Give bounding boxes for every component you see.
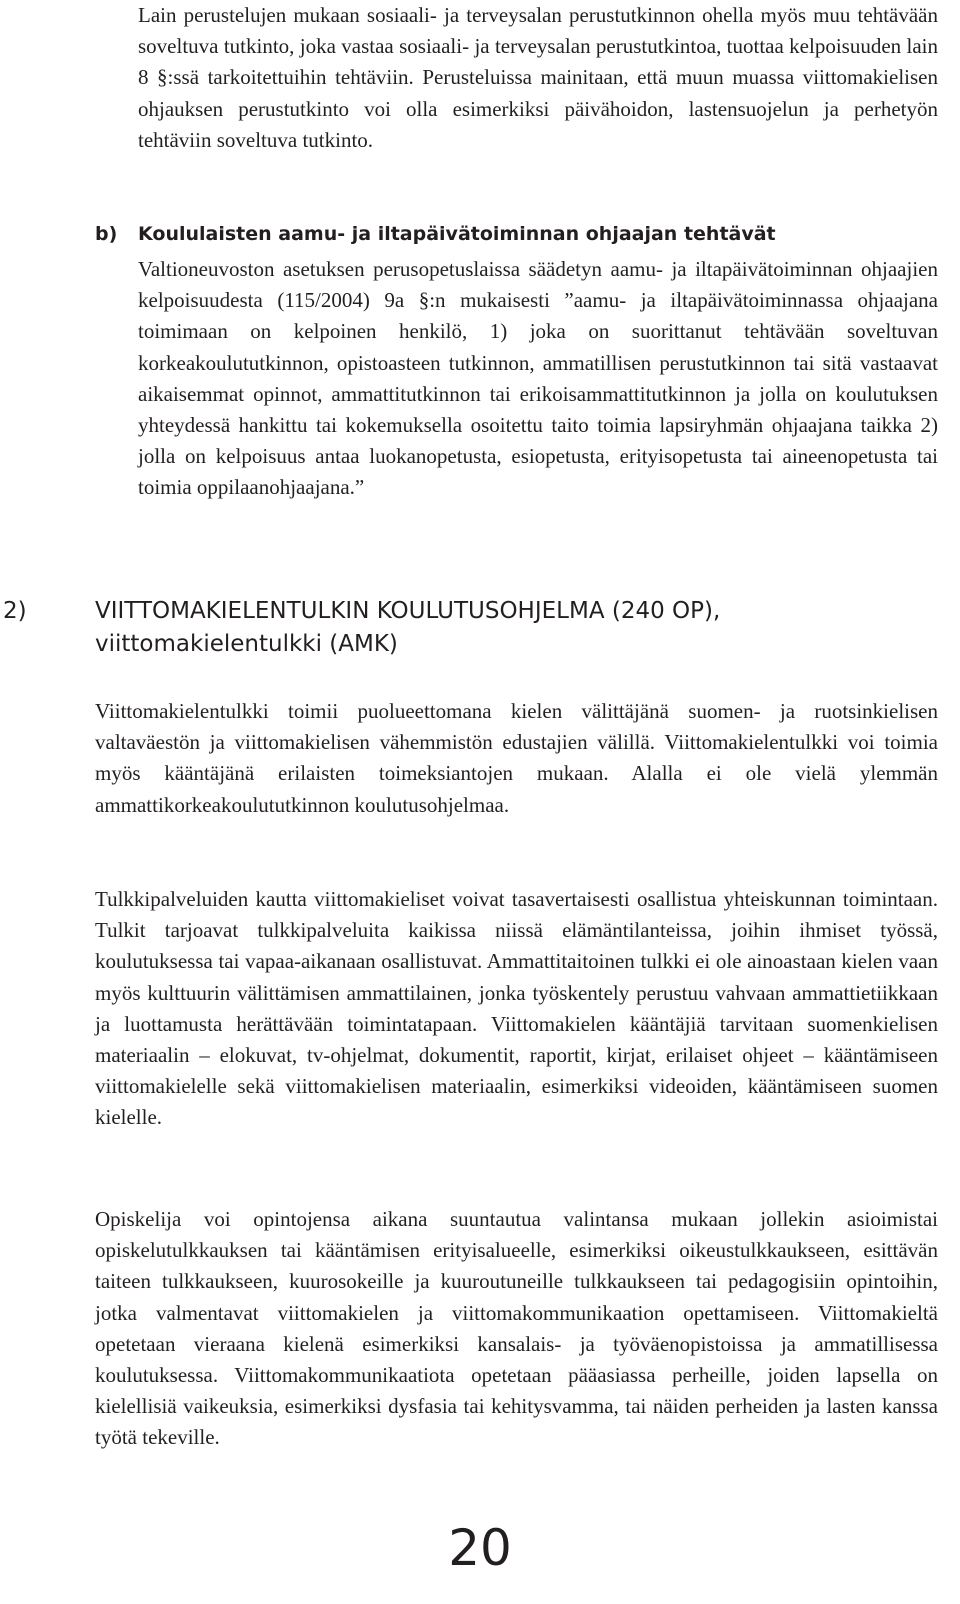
subsection-b-label: b) — [95, 223, 118, 245]
section-2-paragraph-2: Tulkkipalveluiden kautta viittomakieliset voivat tasavertaisesti osallistua yhteiskunnan toimintaan. Tulkit tarjoavat tulkkipalveluita kaikissa niissä elämäntilanteissa, joihin ihmiset työssä, koulutuksessa tai vapaa-aikanaan osallistuvat. Ammattitaitoinen tulkki ei ole ainoastaan kielen vaan myös kulttuurin välittämisen ammattilainen, jonka työskentely perustuu vahvaan ammattietiikkaan ja luottamusta herättävään toimintatapaan. Viittomakielen kääntäjiä tarvitaan suomenkielisen materiaalin – elokuvat, tv-ohjelmat, dokumentit, raportit, kirjat, erilaiset ohjeet – kääntämiseen viittomakielelle sekä viittomakielisen materiaalin, esimerkiksi videoiden, kääntämiseen suomen kielelle. — [95, 887, 938, 1130]
section-2-number: 2) — [3, 598, 27, 624]
section-2-paragraph-1: Viittomakielentulkki toimii puolueettomana kielen välittäjänä suomen- ja ruotsinkielisen valtaväestön ja viittomakielisen vähemmistön edustajien välillä. Viittomakielentulkki voi toimia myös kääntäjänä erilaisten toimeksiantojen mukaan. Alalla ei ole vielä ylemmän ammattikorkeakoulututkinnon koulutusohjelmaa. — [95, 699, 938, 817]
section-2-paragraph-3: Opiskelija voi opintojensa aikana suuntautua valintansa mukaan jollekin asioimistai opiskelutulkkauksen tai kääntämisen erityisalueelle, esimerkiksi oikeustulkkaukseen, esittävän taiteen tulkkaukseen, kuurosokeille ja kuuroutuneille tulkkaukseen tai pedagogisiin opintoihin, jotka valmentavat viittomakielen ja viittomakommunikaation opettamiseen. Viittomakieltä opetetaan vieraana kielenä esimerkiksi kansalais- ja työväenopistoissa ja ammatillisessa koulutuksessa. Viittomakommunikaatiota opetetaan pääasiassa perheille, joiden lapsella on kielellisiä vaikeuksia, esimerkiksi dysfasia tai kehitysvamma, tai näiden perheiden ja lasten kanssa työtä tekeville. — [95, 1207, 938, 1450]
page-number: 20 — [448, 1519, 512, 1577]
intro-paragraph: Lain perustelujen mukaan sosiaali- ja terveysalan perustutkinnon ohella myös muu tehtävään soveltuva tutkinto, joka vastaa sosiaali- ja terveysalan perustutkintoa, tuottaa kelpoisuuden lain 8 §:ssä tarkoitettuihin tehtäviin. Perusteluissa mainitaan, että muun muassa viittomakielisen ohjauksen perustutkinto voi olla esimerkiksi päivähoidon, lastensuojelun ja perhetyön tehtäviin soveltuva tutkinto. — [138, 3, 938, 152]
section-2-title: VIITTOMAKIELENTULKIN KOULUTUSOHJELMA (240 OP), — [95, 598, 721, 624]
subsection-b-heading — [95, 220, 776, 248]
section-2-subtitle: viittomakielentulkki (AMK) — [95, 631, 398, 657]
subsection-b-body: Valtioneuvoston asetuksen perusopetuslaissa säädetyn aamu- ja iltapäivätoiminnan ohjaajien kelpoisuudesta (115/2004) 9a §:n mukaisesti ”aamu- ja iltapäivätoiminnassa ohjaajana toimimaan on kelpoinen henkilö, 1) joka on suorittanut tehtävään soveltuvan korkeakoulututkinnon, opistoasteen tutkinnon, ammatillisen perustutkinnon tai sitä vastaavat aikaisemmat opinnot, ammattitutkinnon tai erikoisammattitutkinnon ja jolla on koulutuksen yhteydessä hankittu tai kokemuksella osoitettu taito toimia lapsiryhmän ohjaajana taikka 2) jolla on kelpoisuus antaa luokanopetusta, esiopetusta, erityisopetusta tai aineenopetusta tai toimia oppilaanohjaajana.” — [138, 257, 938, 500]
subsection-b-title: Koululaisten aamu- ja iltapäivätoiminnan ohjaajan tehtävät — [138, 223, 776, 245]
